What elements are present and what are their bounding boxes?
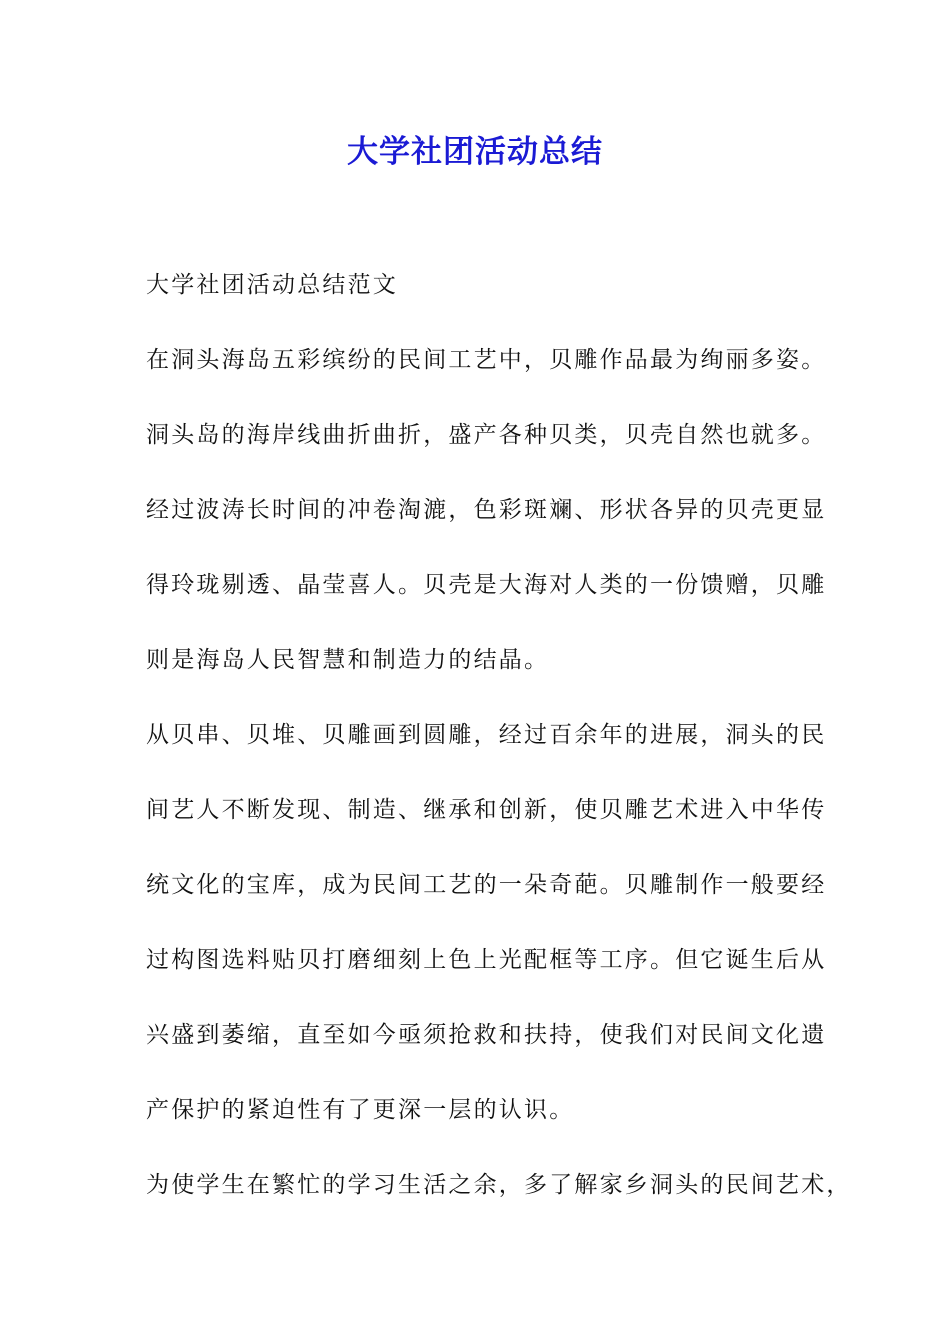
paragraph-line: 兴盛到萎缩，直至如今亟须抢救和扶持，使我们对民间文化遗 bbox=[146, 1022, 827, 1048]
paragraph-line: 在洞头海岛五彩缤纷的民间工艺中，贝雕作品最为绚丽多姿。 bbox=[146, 347, 827, 373]
document-title: 大学社团活动总结 bbox=[347, 134, 603, 170]
subtitle-line: 大学社团活动总结范文 bbox=[146, 272, 398, 298]
paragraph-line: 则是海岛人民智慧和制造力的结晶。 bbox=[146, 647, 550, 673]
paragraph-line: 过构图选料贴贝打磨细刻上色上光配框等工序。但它诞生后从 bbox=[146, 947, 827, 973]
paragraph-line: 从贝串、贝堆、贝雕画到圆雕，经过百余年的进展，洞头的民 bbox=[146, 722, 827, 748]
paragraph-line: 产保护的紧迫性有了更深一层的认识。 bbox=[146, 1097, 575, 1123]
paragraph-line: 统文化的宝库，成为民间工艺的一朵奇葩。贝雕制作一般要经 bbox=[146, 872, 827, 898]
document-body bbox=[146, 263, 852, 1238]
paragraph-line: 间艺人不断发现、制造、继承和创新，使贝雕艺术进入中华传 bbox=[146, 797, 827, 823]
paragraph-line: 得玲珑剔透、晶莹喜人。贝壳是大海对人类的一份馈赠，贝雕 bbox=[146, 572, 827, 598]
paragraph-line: 为使学生在繁忙的学习生活之余，多了解家乡洞头的民间艺术， bbox=[146, 1172, 852, 1198]
paragraph-line: 洞头岛的海岸线曲折曲折，盛产各种贝类，贝壳自然也就多。 bbox=[146, 422, 827, 448]
paragraph-line: 经过波涛长时间的冲卷淘漉，色彩斑斓、形状各异的贝壳更显 bbox=[146, 497, 827, 523]
